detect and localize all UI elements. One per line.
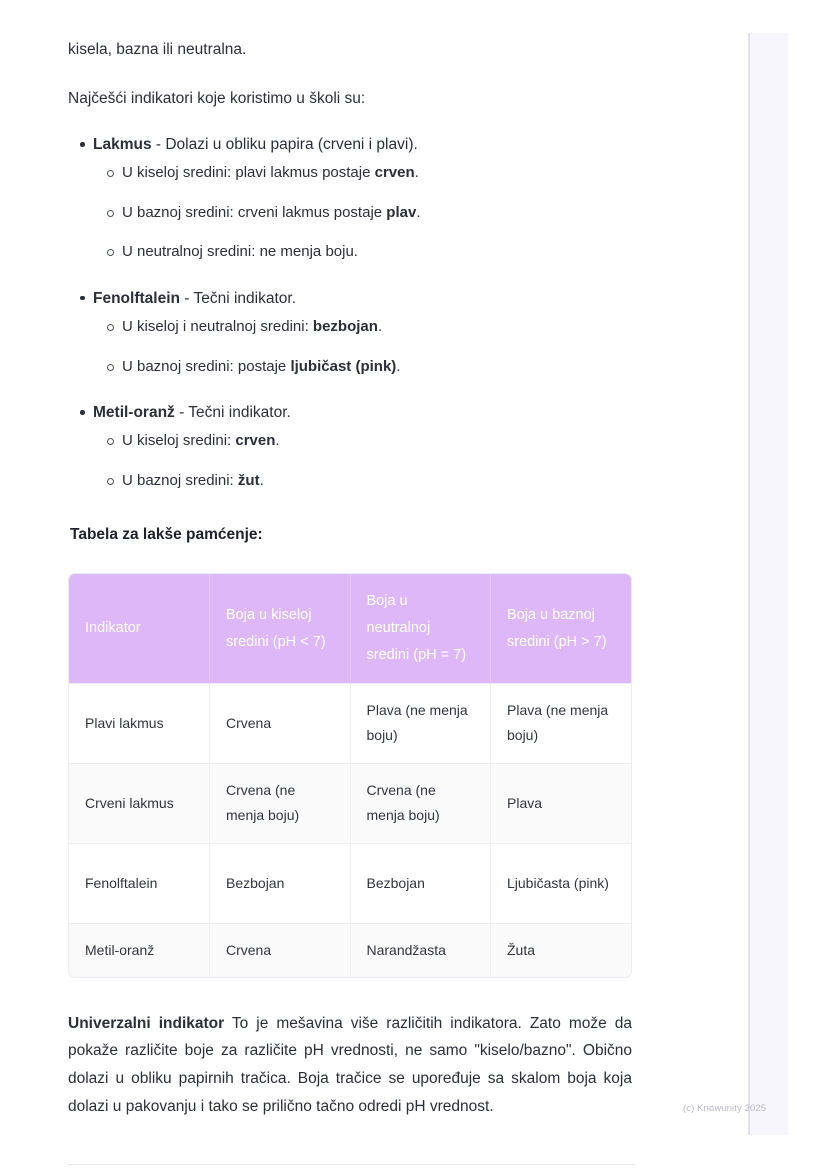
table-column-header: Boja u baznoj sredini (pH > 7): [491, 574, 632, 683]
right-edge-decorative-strip: [748, 33, 788, 1135]
table-row-label: Plavi lakmus: [69, 683, 210, 763]
indicator-sub-item: [93, 241, 632, 264]
indicator-sub-item: [93, 202, 632, 225]
sub-item-emphasis: plav: [386, 203, 417, 221]
sub-item-suffix: .: [275, 432, 280, 450]
intro-paragraph: kisela, bazna ili neutralna.: [68, 41, 247, 58]
closing-body-text: To je mešavina više različitih indikatora. Zato može da pokaže različite boje za različite pH vrednosti, ne samo "kiselo/bazno". Obično dolazi u obliku papirnih tračica. Boja tračice se upoređuje sa skalom boja koja dolazi u pakovanju i tako se prilično tačno odredi pH vrednost.: [68, 1014, 633, 1115]
table-cell: Bezbojan: [350, 843, 491, 923]
sub-item-text: U kiseloj sredini: plavi lakmus postaje: [122, 164, 375, 182]
table-body: [69, 683, 631, 977]
lead-in-paragraph: Najčešći indikatori koje koristimo u školi su:: [68, 90, 366, 108]
table-row: [69, 923, 631, 977]
sub-item-suffix: .: [396, 357, 401, 375]
sub-item-emphasis: crven: [374, 164, 415, 182]
sub-item-text: U neutralnoj sredini: ne menja boju.: [122, 243, 358, 261]
sub-item-text: U kiseloj i neutralnoj sredini:: [122, 318, 313, 336]
sub-item-text: U baznoj sredini: postaje: [122, 357, 291, 375]
table-column-header: Boja u kiseloj sredini (pH < 7): [210, 574, 351, 683]
sub-item-suffix: .: [259, 471, 264, 489]
section-divider: [68, 1164, 635, 1165]
indicator-table: [69, 574, 631, 977]
table-row: [69, 763, 631, 843]
indicator-name: Fenolftalein: [93, 289, 180, 307]
closing-paragraph: [68, 1010, 632, 1120]
table-row: [69, 683, 631, 763]
indicator-description: - Tečni indikator.: [179, 289, 297, 307]
table-row-label: Crveni lakmus: [69, 763, 210, 843]
copyright-footer: (c) Knowunity 2025: [683, 1103, 767, 1114]
indicator-heading: [93, 133, 632, 156]
indicator-name: Metil-oranž: [93, 404, 175, 422]
indicator-heading: [93, 287, 632, 310]
table-cell: Plava (ne menja boju): [350, 683, 491, 763]
table-cell: Žuta: [491, 923, 632, 977]
table-cell: Ljubičasta (pink): [491, 843, 632, 923]
sub-item-text: U baznoj sredini: crveni lakmus postaje: [122, 203, 387, 221]
table-cell: Plava: [491, 763, 632, 843]
sub-item-text: U baznoj sredini:: [122, 471, 238, 489]
indicator-list: [68, 133, 632, 492]
indicator-item: [68, 287, 632, 378]
table-row: [69, 843, 631, 923]
indicator-sub-item: [93, 356, 632, 379]
table-head: [69, 574, 631, 683]
table-cell: Crvena (ne menja boju): [350, 763, 491, 843]
indicator-table-wrapper: [68, 573, 632, 978]
indicator-sub-item: [93, 430, 632, 453]
table-cell: Crvena: [210, 923, 351, 977]
sub-item-emphasis: crven: [235, 432, 276, 450]
closing-bold-lead: Univerzalni indikator: [68, 1014, 225, 1032]
indicator-sub-item: [93, 162, 632, 185]
table-row-label: Metil-oranž: [69, 923, 210, 977]
sub-item-suffix: .: [416, 203, 421, 221]
sub-item-text: U kiseloj sredini:: [122, 432, 236, 450]
indicator-heading: [93, 401, 632, 424]
indicator-sub-item: [93, 316, 632, 339]
indicator-sublist: [93, 430, 632, 492]
sub-item-suffix: .: [377, 318, 383, 336]
table-column-header: Indikator: [69, 574, 210, 683]
indicator-sublist: [93, 316, 632, 378]
indicator-sub-item: [93, 470, 632, 493]
table-cell: Crvena (ne menja boju): [210, 763, 351, 843]
indicator-item: [68, 133, 632, 264]
table-cell: Plava (ne menja boju): [491, 683, 632, 763]
indicator-sublist: [93, 162, 632, 264]
table-column-header: Boja u neutralnoj sredini (pH = 7): [350, 574, 491, 683]
table-cell: Bezbojan: [210, 843, 351, 923]
table-cell: Crvena: [210, 683, 351, 763]
sub-item-emphasis: ljubičast (pink): [290, 357, 397, 375]
indicator-description: - Dolazi u obliku papira (crveni i plavi).: [151, 136, 418, 154]
indicator-name: Lakmus: [93, 136, 152, 154]
table-cell: Narandžasta: [350, 923, 491, 977]
table-header-row: [69, 574, 631, 683]
indicator-description: - Tečni indikator.: [174, 404, 291, 422]
table-caption: Tabela za lakše pamćenje:: [70, 526, 263, 544]
sub-item-suffix: .: [414, 164, 419, 182]
sub-item-emphasis: bezbojan: [312, 318, 378, 336]
table-row-label: Fenolftalein: [69, 843, 210, 923]
sub-item-emphasis: žut: [237, 471, 260, 489]
indicator-item: [68, 401, 632, 492]
